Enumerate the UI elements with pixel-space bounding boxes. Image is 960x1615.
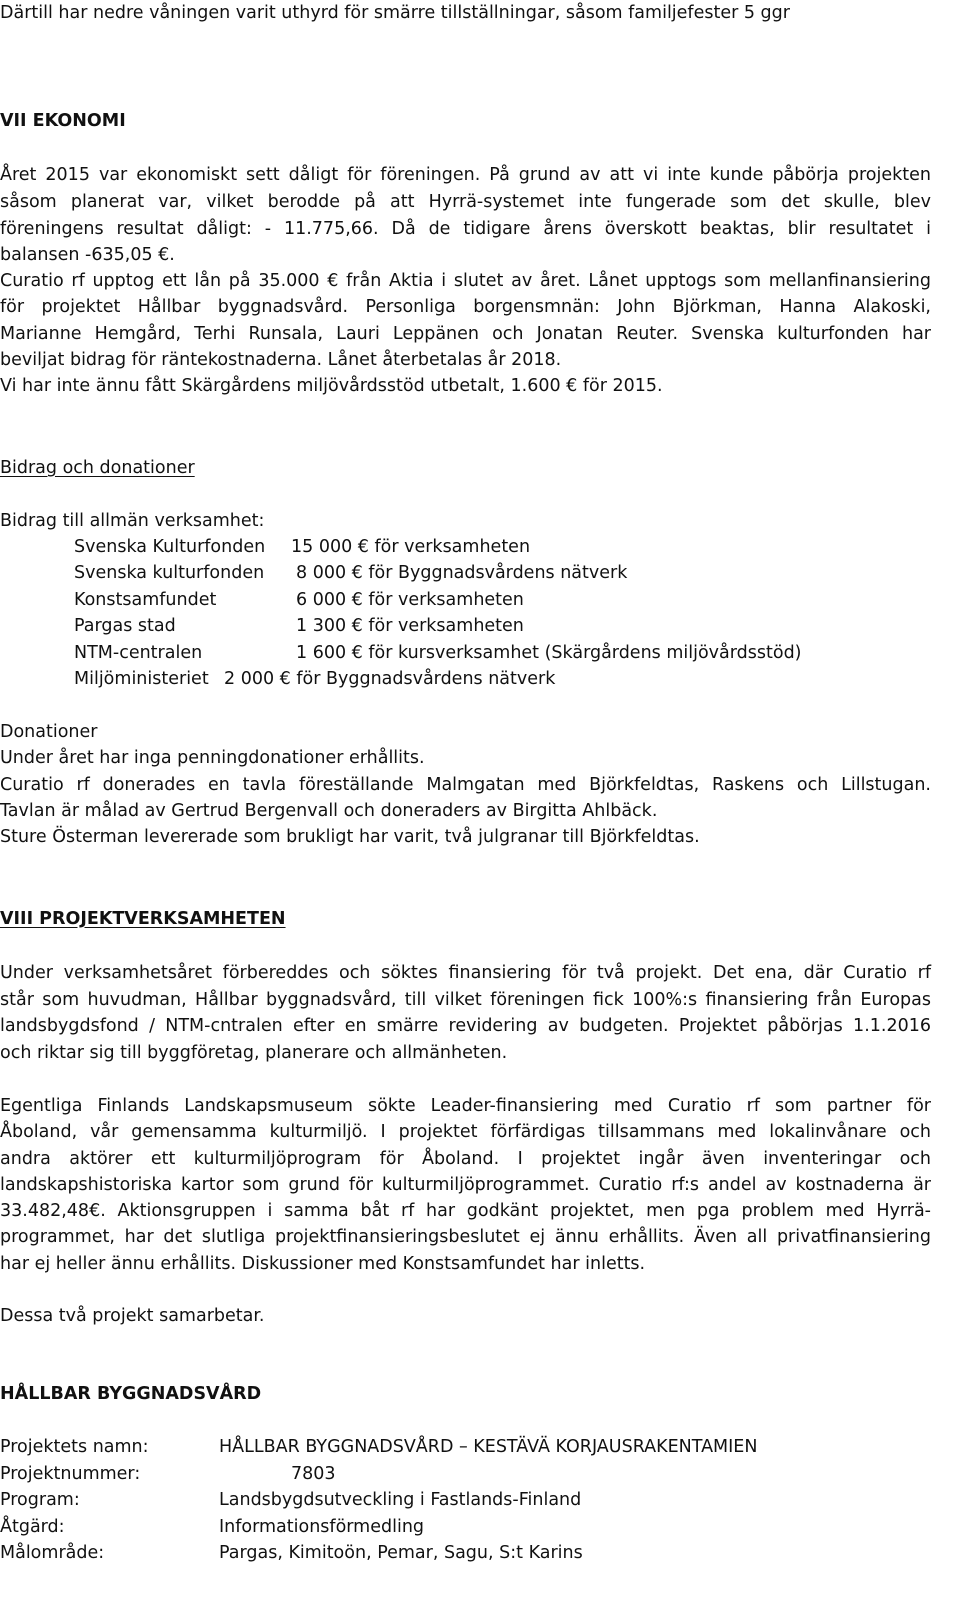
project-info-key: Projektets namn:	[0, 1437, 149, 1457]
economy-line: Marianne Hemgård, Terhi Runsala, Lauri Leppänen och Jonatan Reuter. Svenska kulturfonden har	[0, 324, 931, 344]
projects-heading: VIII PROJEKTVERKSAMHETEN	[0, 909, 286, 929]
projects-para2-line: Åboland, vår gemensamma kulturmiljö. I projektet förfärdigas tillsammans med lokalinvånare och	[0, 1122, 931, 1142]
donation-line: Under året har inga penningdonationer erhållits.	[0, 748, 425, 768]
project-info-key: Åtgärd:	[0, 1517, 65, 1537]
project-info-key: Program:	[0, 1490, 80, 1510]
projects-para1-line: står som huvudman, Hållbar byggnadsvård, till vilket föreningen fick 100%:s finansiering från Europas	[0, 990, 931, 1010]
economy-line: balansen -635,05 €.	[0, 245, 175, 265]
general-contributions-label: Bidrag till allmän verksamhet:	[0, 511, 265, 531]
contribution-amount: 1 600 € för kursverksamhet (Skärgårdens miljövårdsstöd)	[296, 643, 802, 663]
projects-para2-line: 33.482,48€. Aktionsgruppen i samma båt rf har godkänt projektet, men pga problem med Hyrrä-	[0, 1201, 931, 1221]
economy-line: Året 2015 var ekonomiskt sett dåligt för föreningen. På grund av att vi inte kunde påbörja projekten	[0, 165, 931, 185]
project-info-value: 7803	[291, 1464, 336, 1484]
project-info-key: Målområde:	[0, 1543, 105, 1563]
project-info-value: HÅLLBAR BYGGNADSVÅRD – KESTÄVÄ KORJAUSRAKENTAMIEN	[219, 1437, 758, 1457]
contribution-source: Pargas stad	[74, 616, 176, 636]
contribution-amount: 15 000 € för verksamheten	[291, 537, 531, 557]
contribution-source: Svenska kulturfonden	[74, 563, 265, 583]
projects-para2-line: Egentliga Finlands Landskapsmuseum sökte Leader-finansiering med Curatio rf som partner för	[0, 1096, 931, 1116]
contribution-source: Konstsamfundet	[74, 590, 217, 610]
hallbar-heading: HÅLLBAR BYGGNADSVÅRD	[0, 1384, 262, 1404]
economy-heading: VII EKONOMI	[0, 111, 126, 131]
contribution-amount: 8 000 € för Byggnadsvårdens nätverk	[296, 563, 628, 583]
economy-line: Vi har inte ännu fått Skärgårdens miljövårdsstöd utbetalt, 1.600 € för 2015.	[0, 376, 663, 396]
donation-line: Curatio rf donerades en tavla föreställande Malmgatan med Björkfeldtas, Raskens och Lillstugan.	[0, 775, 931, 795]
projects-para1-line: och riktar sig till byggföretag, planerare och allmänheten.	[0, 1043, 508, 1063]
projects-para2-line: landskapshistoriska kartor som grund för kulturmiljöprogrammet. Curatio rf:s andel av kostnaderna är	[0, 1175, 931, 1195]
projects-para2-line: programmet, har det slutliga projektfinansieringsbeslutet ej ännu erhållits. Även all privatfinansiering	[0, 1227, 931, 1247]
contribution-amount: 1 300 € för verksamheten	[296, 616, 524, 636]
contribution-source: NTM-centralen	[74, 643, 203, 663]
contribution-source: Svenska Kulturfonden	[74, 537, 266, 557]
project-info-value: Landsbygdsutveckling i Fastlands-Finland	[219, 1490, 582, 1510]
economy-line: för projektet Hållbar byggnadsvård. Personliga borgensmnän: John Björkman, Hanna Alakoski,	[0, 297, 931, 317]
project-info-value: Informationsförmedling	[219, 1517, 425, 1537]
projects-para1-line: landsbygdsfond / NTM-cntralen efter en smärre revidering av budgeten. Projektet påbörjas 1.1.2016	[0, 1016, 931, 1036]
top-line: Därtill har nedre våningen varit uthyrd för smärre tillställningar, såsom familjefester 5 ggr	[0, 3, 790, 23]
donations-label: Donationer	[0, 722, 98, 742]
economy-line: beviljat bidrag för räntekostnaderna. Lånet återbetalas år 2018.	[0, 350, 562, 370]
donation-line: Tavlan är målad av Gertrud Bergenvall och doneraders av Birgitta Ahlbäck.	[0, 801, 658, 821]
projects-para2-line: har ej heller ännu erhållits. Diskussioner med Konstsamfundet har inletts.	[0, 1254, 646, 1274]
contributions-heading: Bidrag och donationer	[0, 458, 195, 478]
projects-para3: Dessa två projekt samarbetar.	[0, 1306, 265, 1326]
project-info-key: Projektnummer:	[0, 1464, 141, 1484]
contribution-source: Miljöministeriet	[74, 669, 209, 689]
projects-para1-line: Under verksamhetsåret förbereddes och söktes finansiering för två projekt. Det ena, där Curatio rf	[0, 963, 931, 983]
economy-line: Curatio rf upptog ett lån på 35.000 € från Aktia i slutet av året. Lånet upptogs som mellanfinansiering	[0, 271, 931, 291]
projects-para2-line: andra aktörer ett kulturmiljöprogram för Åboland. I projektet ingår även inventeringar och	[0, 1149, 931, 1169]
contribution-amount: 2 000 € för Byggnadsvårdens nätverk	[224, 669, 556, 689]
economy-line: såsom planerat var, vilket berodde på att Hyrrä-systemet inte fungerade som det skulle, blev	[0, 192, 931, 212]
contribution-amount: 6 000 € för verksamheten	[296, 590, 524, 610]
donation-line: Sture Österman levererade som brukligt har varit, två julgranar till Björkfeldtas.	[0, 827, 700, 847]
economy-line: föreningens resultat dåligt: - 11.775,66. Då de tidigare årens överskott beaktas, blir resultatet i	[0, 219, 931, 239]
project-info-value: Pargas, Kimitoön, Pemar, Sagu, S:t Karins	[219, 1543, 583, 1563]
